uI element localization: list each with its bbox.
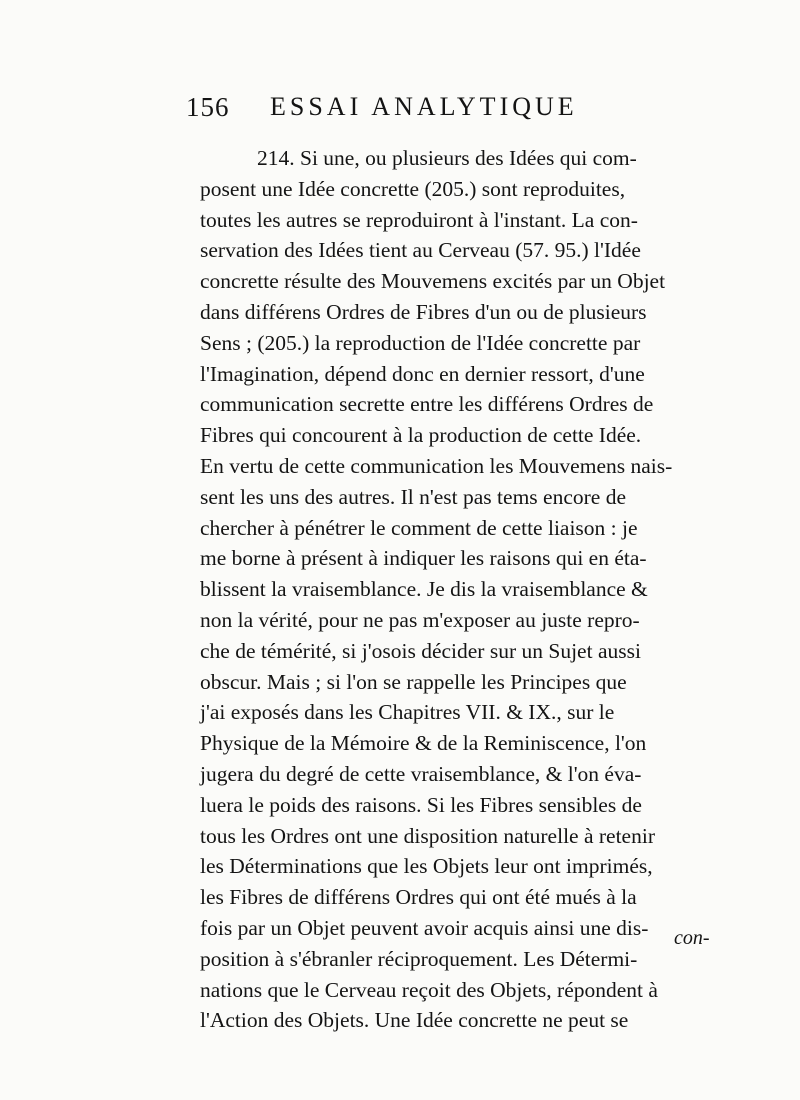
text-line: posent une Idée concrette (205.) sont reproduites,: [200, 176, 626, 201]
text-line: l'Action des Objets. Une Idée concrette ne peut se: [200, 1008, 629, 1033]
page-number: 156: [186, 92, 230, 122]
text-line: toutes les autres se reproduiront à l'instant. La con-: [200, 207, 638, 232]
text-line: non la vérité, pour ne pas m'exposer au juste repro-: [200, 607, 640, 632]
page-header: [186, 92, 646, 128]
text-line: fois par un Objet peuvent avoir acquis ainsi une dis-: [200, 915, 649, 940]
text-line: che de témérité, si j'osois décider sur un Sujet aussi: [200, 638, 641, 663]
text-line: dans différens Ordres de Fibres d'un ou de plusieurs: [200, 299, 647, 324]
text-line: Physique de la Mémoire & de la Reminiscence, l'on: [200, 731, 647, 756]
text-line: chercher à pénétrer le comment de cette liaison : je: [200, 515, 638, 540]
text-line: Fibres qui concourent à la production de cette Idée.: [200, 423, 642, 448]
text-line: nations que le Cerveau reçoit des Objets, répondent à: [200, 977, 658, 1002]
text-line: luera le poids des raisons. Si les Fibres sensibles de: [200, 792, 642, 817]
text-line: blissent la vraisemblance. Je dis la vraisemblance &: [200, 577, 648, 602]
text-line: j'ai exposés dans les Chapitres VII. & IX., sur le: [200, 700, 615, 725]
catchword: con-: [674, 927, 710, 949]
text-line: jugera du degré de cette vraisemblance, & l'on éva-: [200, 761, 642, 786]
text-line: Sens ; (205.) la reproduction de l'Idée concrette par: [200, 330, 641, 355]
paragraph-214: [200, 143, 730, 1036]
text-line: 214. Si une, ou plusieurs des Idées qui com-: [257, 146, 637, 170]
text-line: les Fibres de différens Ordres qui ont été mués à la: [200, 885, 637, 910]
text-line: les Déterminations que les Objets leur ont imprimés,: [200, 854, 653, 879]
text-line: l'Imagination, dépend donc en dernier ressort, d'une: [200, 361, 645, 386]
text-line: En vertu de cette communication les Mouvemens nais-: [200, 453, 673, 478]
text-line: position à s'ébranler réciproquement. Les Détermi-: [200, 946, 638, 971]
text-line: obscur. Mais ; si l'on se rappelle les Principes que: [200, 669, 627, 694]
text-line: concrette résulte des Mouvemens excités par un Objet: [200, 269, 666, 294]
text-line: sent les uns des autres. Il n'est pas tems encore de: [200, 484, 626, 509]
text-line: tous les Ordres ont une disposition naturelle à retenir: [200, 823, 655, 848]
running-head: ESSAI ANALYTIQUE: [270, 92, 578, 121]
text-line: servation des Idées tient au Cerveau (57. 95.) l'Idée: [200, 238, 641, 263]
text-line: communication secrette entre les différens Ordres de: [200, 392, 654, 417]
text-line: me borne à présent à indiquer les raisons qui en éta-: [200, 546, 647, 571]
